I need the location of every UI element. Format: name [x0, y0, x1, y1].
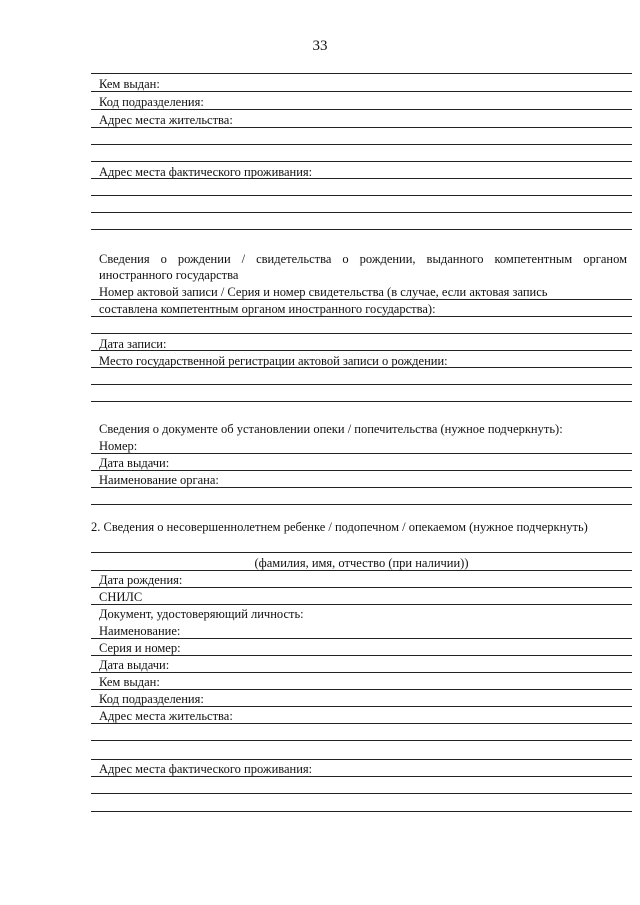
birth-info-label-cont: иностранного государства	[99, 268, 239, 282]
series-number-label: Серия и номер:	[99, 641, 181, 655]
form-line	[91, 689, 632, 690]
birth-info-label: Сведения о рождении / свидетельства о рождении, выданного компетентным органом	[99, 252, 627, 266]
form-line	[91, 144, 632, 145]
form-line	[91, 811, 632, 812]
form-line	[91, 178, 632, 179]
doc-name-label: Наименование:	[99, 624, 181, 638]
form-line	[91, 740, 632, 741]
issued-by-label: Кем выдан:	[99, 675, 160, 689]
form-line	[91, 333, 632, 334]
id-document-label: Документ, удостоверяющий личность:	[99, 607, 304, 621]
form-line	[91, 73, 632, 74]
form-line	[91, 552, 632, 553]
form-line	[91, 350, 632, 351]
form-line	[91, 161, 632, 162]
birth-date-label: Дата рождения:	[99, 573, 183, 587]
form-line	[91, 487, 632, 488]
form-line	[91, 299, 632, 300]
form-line	[91, 91, 632, 92]
form-line	[91, 127, 632, 128]
division-code-label: Код подразделения:	[99, 692, 204, 706]
form-line	[91, 453, 632, 454]
form-line	[91, 655, 632, 656]
residence-address-label: Адрес места жительства:	[99, 709, 233, 723]
section2-heading: 2. Сведения о несовершеннолетнем ребенке / подопечном / опекаемом (нужное подчеркнуть)	[91, 520, 588, 534]
actual-address-label: Адрес места фактического проживания:	[99, 762, 313, 776]
form-line	[91, 504, 632, 505]
form-line	[91, 195, 632, 196]
guardianship-doc-label: Сведения о документе об установлении опеки / попечительства (нужное подчеркнуть):	[99, 422, 563, 436]
form-line	[91, 759, 632, 760]
form-line	[91, 401, 632, 402]
form-line	[91, 384, 632, 385]
authority-name-label: Наименование органа:	[99, 473, 219, 487]
form-line	[91, 638, 632, 639]
snils-label: СНИЛС	[99, 590, 143, 604]
issued-by-label: Кем выдан:	[99, 77, 160, 91]
form-line	[91, 470, 632, 471]
form-line	[91, 672, 632, 673]
form-line	[91, 229, 632, 230]
number-label: Номер:	[99, 439, 138, 453]
form-line	[91, 706, 632, 707]
residence-address-label: Адрес места жительства:	[99, 113, 233, 127]
record-date-label: Дата записи:	[99, 337, 167, 351]
form-line	[91, 212, 632, 213]
form-line	[91, 723, 632, 724]
actual-address-label: Адрес места фактического проживания:	[99, 165, 313, 179]
form-line	[91, 316, 632, 317]
form-line	[91, 793, 632, 794]
record-number-label-cont: составлена компетентным органом иностранного государства):	[99, 302, 436, 316]
form-line	[91, 587, 632, 588]
issue-date-label: Дата выдачи:	[99, 456, 170, 470]
page-number: 33	[312, 38, 328, 54]
registration-place-label: Место государственной регистрации актовой записи о рождении:	[99, 354, 448, 368]
full-name-hint: (фамилия, имя, отчество (при наличии))	[254, 556, 469, 570]
division-code-label: Код подразделения:	[99, 95, 204, 109]
form-line	[91, 604, 632, 605]
form-line	[91, 109, 632, 110]
record-number-label: Номер актовой записи / Серия и номер свидетельства (в случае, если актовая запись	[99, 285, 548, 299]
form-line	[91, 570, 632, 571]
form-line	[91, 367, 632, 368]
form-line	[91, 776, 632, 777]
issue-date-label: Дата выдачи:	[99, 658, 170, 672]
